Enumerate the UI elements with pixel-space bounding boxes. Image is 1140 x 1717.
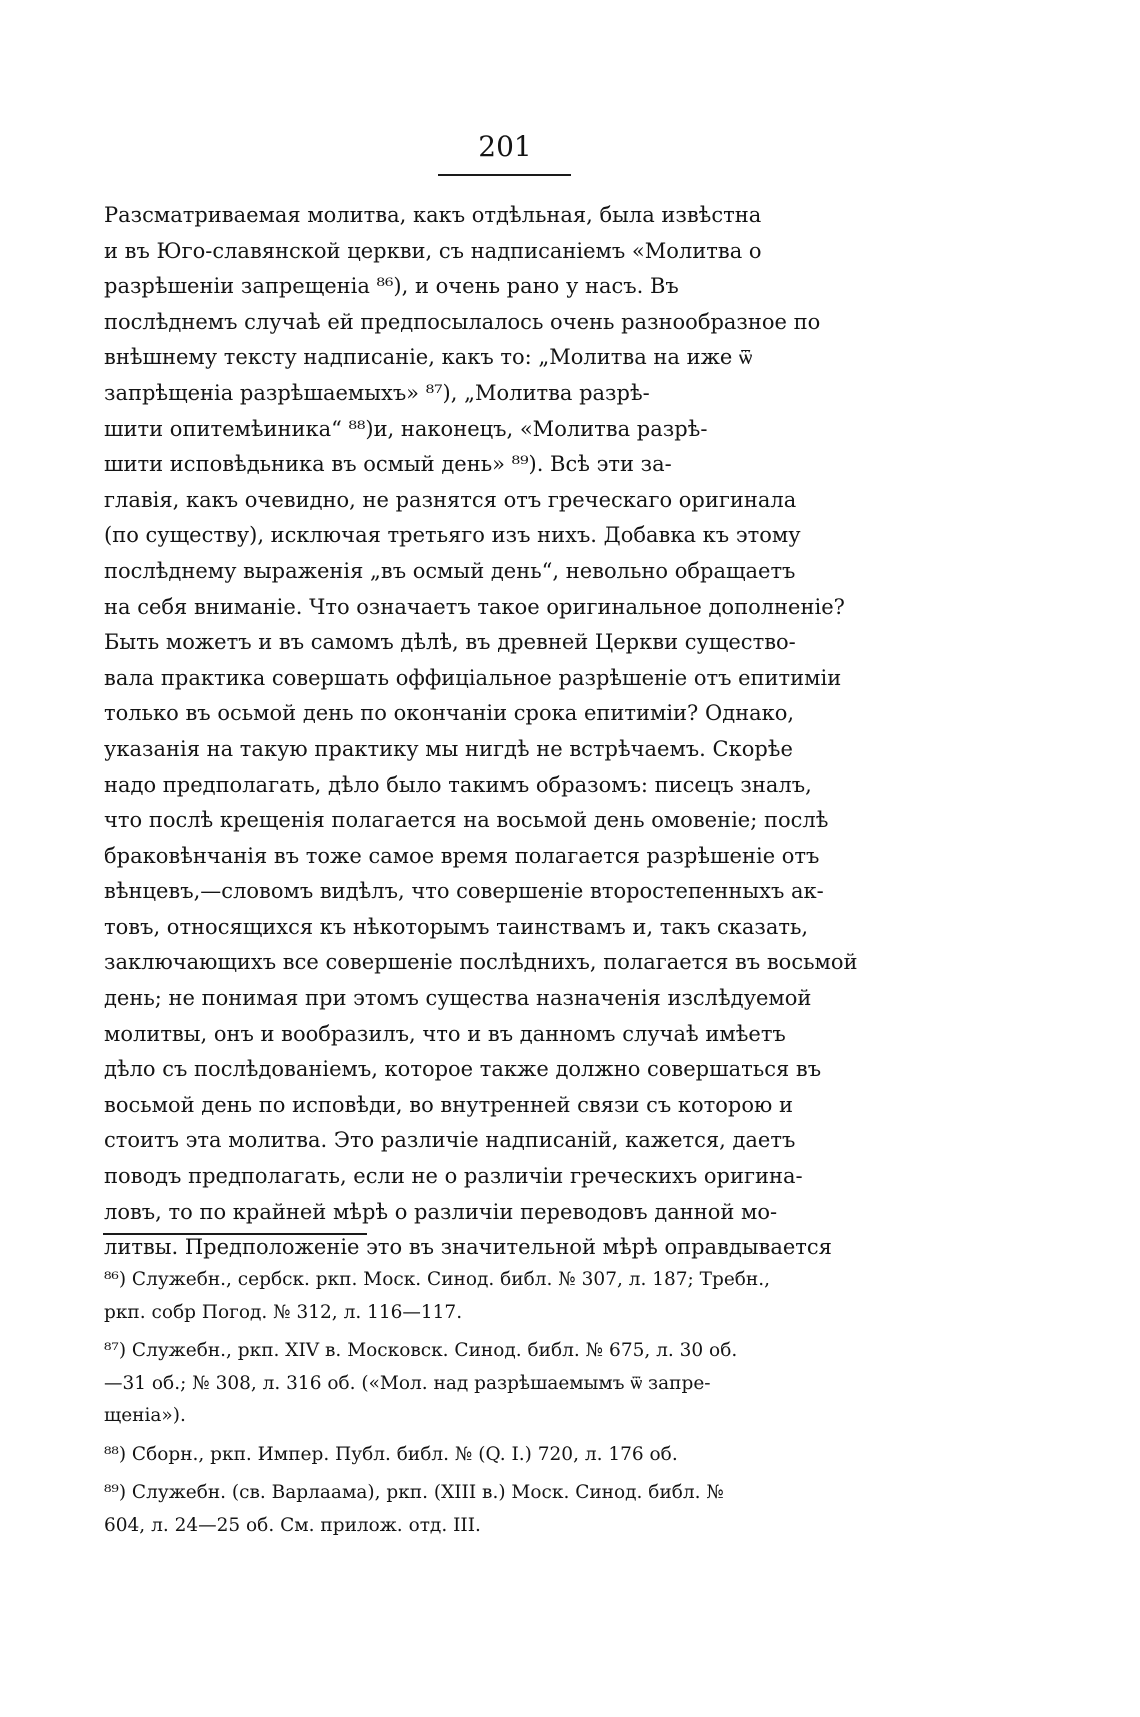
footnote-line: ⁸⁸) Сборн., ркп. Импер. Публ. библ. № (Q. I.) 720, л. 176 об. [104,1443,678,1465]
footnote-line: щеніа»). [104,1405,186,1426]
body-line: заключающихъ все совершеніе послѣднихъ, полагается въ восьмой [104,950,858,975]
body-line: что послѣ крещенія полагается на восьмой день омовеніе; послѣ [104,808,829,833]
body-line: литвы. Предположеніе это въ значительной мѣрѣ оправдывается [104,1235,832,1260]
footnote-line: 604, л. 24—25 об. См. прилож. отд. III. [104,1514,481,1536]
body-line: надо предполагать, дѣло было такимъ образомъ: писецъ зналъ, [104,772,812,797]
footnote [104,1477,1054,1542]
body-line: разрѣшеніи запрещеніа ⁸⁶), и очень рано у насъ. Въ [104,274,679,299]
body-text [104,198,1054,1266]
footnote-line: ⁸⁷) Служебн., ркп. XIV в. Московск. Синод. библ. № 675, л. 30 об. [104,1340,738,1361]
body-line: запрѣщеніа разрѣшаемыхъ» ⁸⁷), „Молитва разрѣ- [104,380,650,405]
body-line: на себя вниманіе. Что означаетъ такое оригинальное дополненіе? [104,594,845,619]
footnote-separator [103,1233,367,1235]
body-line: только въ осьмой день по окончаніи срока епитиміи? Однако, [104,701,795,726]
footnote-line: ⁸⁹) Служебн. (св. Варлаама), ркп. (XIII в.) Моск. Синод. библ. № [104,1482,724,1503]
footnote [104,1335,1054,1433]
body-line: указанія на такую практику мы нигдѣ не встрѣчаемъ. Скорѣе [104,736,793,761]
body-line: Разсматриваемая молитва, какъ отдѣльная, была извѣстна [104,203,762,227]
body-line: ловъ, то по крайней мѣрѣ о различіи переводовъ данной мо- [104,1199,778,1224]
footnote [104,1264,1054,1329]
body-line: шити исповѣдьника въ осмый день» ⁸⁹). Всѣ эти за- [104,452,672,477]
body-line: вѣнцевъ,—словомъ видѣлъ, что совершеніе второстепенныхъ ак- [104,879,824,904]
footnote-line: —31 об.; № 308, л. 316 об. («Мол. над разрѣшаемымъ ѿ запре- [104,1372,711,1394]
body-line: главія, какъ очевидно, не разнятся отъ греческаго оригинала [104,487,797,512]
body-line: день; не понимая при этомъ существа назначенія изслѣдуемой [104,986,812,1011]
body-line: шити опитемѣиника“ ⁸⁸)и, наконецъ, «Молитва разрѣ- [104,416,708,441]
body-line: послѣднему выраженія „въ осмый день“, невольно обращаетъ [104,558,796,583]
page-number-rule [438,174,571,176]
body-line: молитвы, онъ и вообразилъ, что и въ данномъ случаѣ имѣетъ [104,1021,786,1046]
footnotes [104,1264,1054,1542]
body-line: поводъ предполагать, если не о различіи греческихъ оригина- [104,1164,803,1189]
body-line: вала практика совершать оффиціальное разрѣшеніе отъ епитиміи [104,665,842,690]
body-line: восьмой день по исповѣди, во внутренней связи съ которою и [104,1092,793,1117]
body-line: товъ, относящихся къ нѣкоторымъ таинствамъ и, такъ сказать, [104,914,809,939]
footnote-line: ⁸⁶) Служебн., сербск. ркп. Моск. Синод. библ. № 307, л. 187; Требн., [104,1269,771,1290]
body-line: стоитъ эта молитва. Это различіе надписаній, кажется, даетъ [104,1128,796,1153]
body-line: дѣло съ послѣдованіемъ, которое также должно совершаться въ [104,1057,822,1082]
body-line: и въ Юго-славянской церкви, съ надписаніемъ «Молитва о [104,238,762,263]
footnote-line: ркп. собр Погод. № 312, л. 116—117. [104,1301,463,1323]
body-line: послѣднемъ случаѣ ей предпосылалось очень разнообразное по [104,309,821,334]
body-line: (по существу), исключая третьяго изъ нихъ. Добавка къ этому [104,523,801,548]
body-line: браковѣнчанія въ тоже самое время полагается разрѣшеніе отъ [104,843,820,868]
page-number: 201 [478,130,532,163]
body-line: внѣшнему тексту надписаніе, какъ то: „Молитва на иже ѿ [104,345,753,370]
body-line: Быть можетъ и въ самомъ дѣлѣ, въ древней Церкви существо- [104,630,796,655]
footnote [104,1439,1054,1472]
